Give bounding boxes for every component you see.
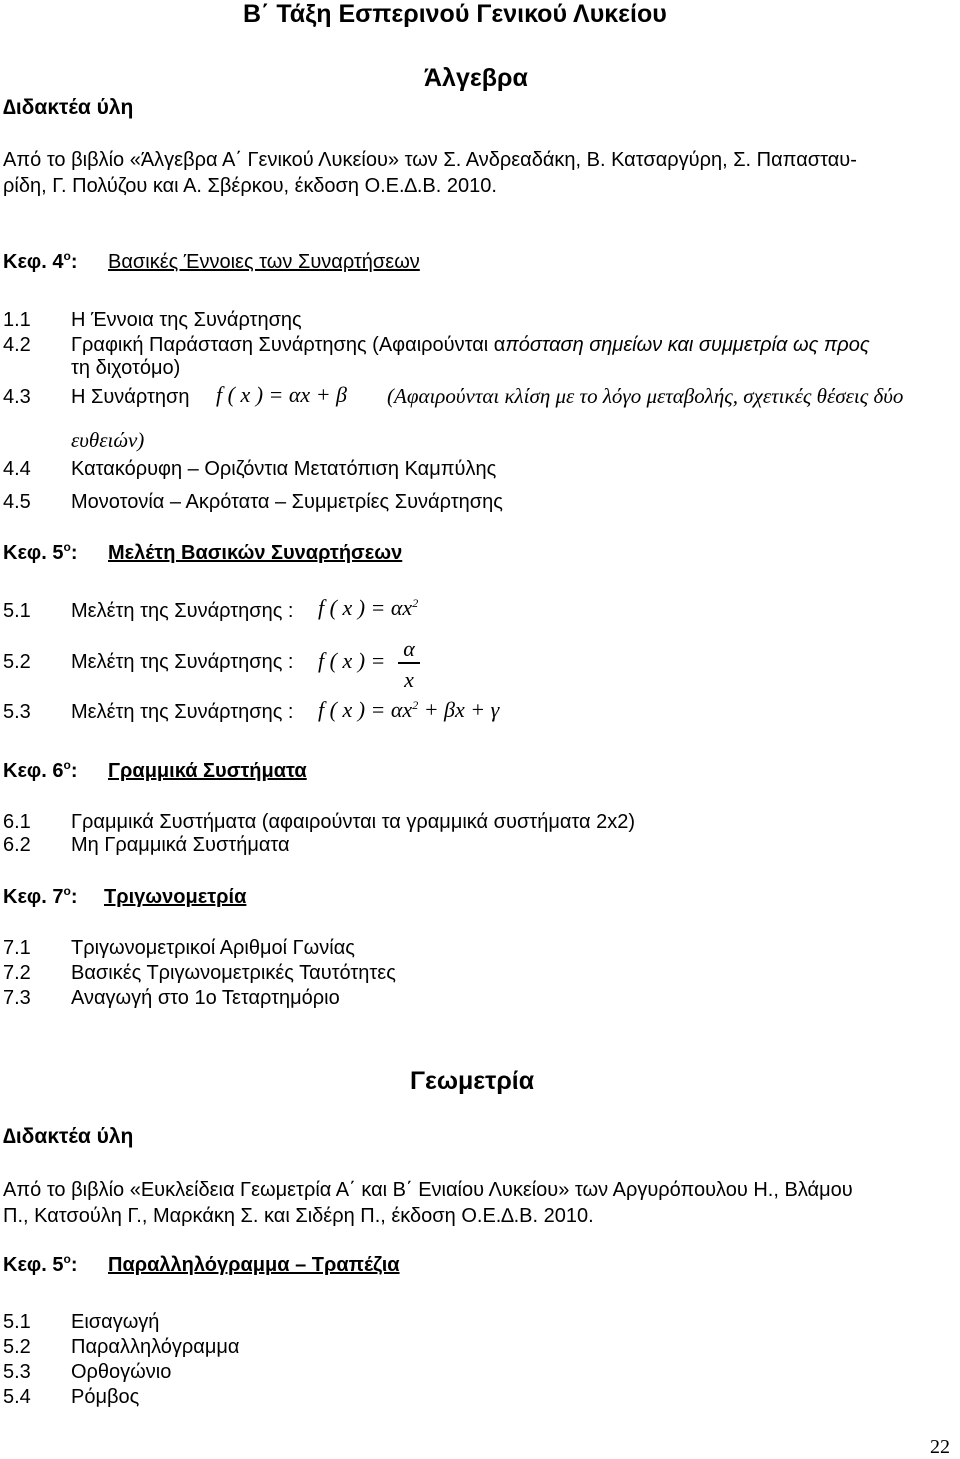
book-reference-line1: Από το βιβλίο «Ευκλείδεια Γεωμετρία Α΄ και Β΄ Ενιαίου Λυκείου» των Αργυρόπουλου Η., Βλάμου [3, 1179, 853, 1201]
item-text: Μονοτονία – Ακρότατα – Συμμετρίες Συνάρτησης [71, 491, 503, 513]
exponent: 2 [412, 698, 419, 712]
item-number: 4.5 [3, 491, 31, 513]
item-text: Παραλληλόγραμμα [71, 1336, 240, 1358]
item-number: 5.1 [3, 1311, 31, 1333]
item-text-italic: πόσταση σημείων και συμμετρία ως προς [505, 334, 870, 356]
chapter-label: Κεφ. 7 [3, 886, 64, 908]
list-item [3, 963, 396, 983]
list-item [3, 652, 294, 672]
list-item [3, 1337, 239, 1357]
list-item [3, 988, 340, 1008]
page-number: 22 [930, 1436, 950, 1458]
fraction-bar [398, 662, 420, 664]
ordinal-sup: ο [63, 758, 71, 772]
list-item [3, 812, 635, 832]
item-number: 4.2 [3, 334, 31, 356]
item-text: Γραμμικά Συστήματα (αφαιρούνται τα γραμμικά συστήματα 2x2) [71, 811, 636, 833]
item-text: Τριγωνομετρικοί Αριθμοί Γωνίας [71, 937, 355, 959]
item-number: 6.2 [3, 834, 31, 856]
item-number: 5.3 [3, 701, 31, 723]
item-text: Η Έννοια της Συνάρτησης [71, 309, 302, 331]
book-reference-line1: Από το βιβλίο «Άλγεβρα Α΄ Γενικού Λυκείου» των Σ. Ανδρεαδάκη, Β. Κατσαργύρη, Σ. Παπασταυ- [3, 149, 857, 171]
item-text: Βασικές Τριγωνομετρικές Ταυτότητες [71, 962, 396, 984]
list-item [3, 1312, 159, 1332]
item-number: 7.3 [3, 987, 31, 1009]
chapter-heading-5 [3, 540, 78, 564]
colon: : [70, 542, 78, 564]
item-text: Αναγωγή στο 1ο Τεταρτημόριο [71, 987, 340, 1009]
formula-text: f ( x ) = αx [318, 595, 413, 620]
item-text-continued: τη διχοτόμο) [71, 357, 181, 379]
list-item [3, 1362, 171, 1382]
chapter-title-6: Γραμμικά Συστήματα [108, 760, 307, 782]
formula-tail: + βx + γ [418, 697, 500, 722]
item-number: 5.2 [3, 651, 31, 673]
item-number: 7.2 [3, 962, 31, 984]
item-text: Μελέτη της Συνάρτησης : [71, 651, 294, 673]
formula-trinomial [318, 699, 499, 721]
syllabus-label-geometry: ∆ιδακτέα ύλη [3, 1125, 134, 1148]
item-text: Ρόμβος [71, 1386, 140, 1408]
chapter-heading-6 [3, 758, 78, 782]
item-text: Γραφική Παράσταση Συνάρτησης (Αφαιρούνται α [71, 334, 506, 356]
chapter-title-7: Τριγωνομετρία [104, 886, 247, 908]
book-reference-line2: Π., Κατσούλη Γ., Μαρκάκη Σ. και Σιδέρη Π., έκδοση Ο.Ε.∆.Β. 2010. [3, 1205, 594, 1227]
item-text: Ορθογώνιο [71, 1361, 172, 1383]
item-number: 5.1 [3, 600, 31, 622]
item-number: 5.4 [3, 1386, 31, 1408]
list-item [3, 702, 294, 722]
chapter-heading-geometry-5 [3, 1252, 78, 1276]
list-item [3, 335, 870, 355]
chapter-title-4: Βασικές Έννοιες των Συναρτήσεων [108, 251, 420, 273]
item-number: 4.4 [3, 458, 31, 480]
book-reference-line2: ρίδη, Γ. Πολύζου και Α. Σβέρκου, έκδοση Ο.Ε.∆.Β. 2010. [3, 175, 497, 197]
chapter-label: Κεφ. 4 [3, 251, 64, 273]
item-text: Εισαγωγή [71, 1311, 160, 1333]
chapter-title-geometry-5: Παραλληλόγραμμα – Τραπέζια [108, 1254, 400, 1276]
item-number: 7.1 [3, 937, 31, 959]
colon: : [70, 886, 78, 908]
fraction-numerator: α [403, 636, 415, 661]
subject-title-geometry: Γεωμετρία [410, 1067, 535, 1095]
list-item [3, 601, 294, 621]
item-note: (Αφαιρούνται κλίση με το λόγο μεταβολής, σχετικές θέσεις δύο [387, 384, 904, 408]
item-number: 1.1 [3, 309, 31, 331]
chapter-heading-7 [3, 884, 78, 908]
list-item [3, 310, 302, 330]
colon: : [70, 251, 78, 273]
item-number: 4.3 [3, 386, 31, 408]
item-text: Μελέτη της Συνάρτησης : [71, 701, 294, 723]
item-note-continued: ευθειών) [71, 428, 145, 452]
chapter-heading-4 [3, 249, 78, 273]
item-number: 5.2 [3, 1336, 31, 1358]
formula-text: f ( x ) = αx [318, 697, 413, 722]
fraction-denominator: x [404, 667, 414, 692]
chapter-label: Κεφ. 6 [3, 760, 64, 782]
formula-hyperbola: f ( x ) = [318, 648, 386, 673]
chapter-label: Κεφ. 5 [3, 1254, 64, 1276]
list-item [3, 938, 355, 958]
item-number: 5.3 [3, 1361, 31, 1383]
item-text: Μελέτη της Συνάρτησης : [71, 600, 294, 622]
ordinal-sup: ο [63, 884, 71, 898]
item-text: Η Συνάρτηση [71, 386, 190, 408]
ordinal-sup: ο [63, 249, 71, 263]
list-item [3, 492, 503, 512]
ordinal-sup: ο [63, 1252, 71, 1266]
list-item [3, 835, 290, 855]
formula-quadratic [318, 597, 418, 619]
item-text: Μη Γραμμικά Συστήματα [71, 834, 290, 856]
page-title: Β΄ Τάξη Εσπερινού Γενικού Λυκείου [243, 0, 667, 28]
subject-title-algebra: Άλγεβρα [424, 64, 528, 92]
list-item [3, 459, 496, 479]
ordinal-sup: ο [63, 540, 71, 554]
formula-linear: f ( x ) = αx + β [216, 382, 347, 407]
exponent: 2 [412, 596, 419, 610]
syllabus-label-algebra: ∆ιδακτέα ύλη [3, 96, 134, 119]
list-item [3, 387, 189, 407]
colon: : [70, 760, 78, 782]
item-number: 6.1 [3, 811, 31, 833]
chapter-label: Κεφ. 5 [3, 542, 64, 564]
chapter-title-5: Μελέτη Βασικών Συναρτήσεων [108, 542, 403, 564]
list-item [3, 1387, 139, 1407]
colon: : [70, 1254, 78, 1276]
item-text: Κατακόρυφη – Οριζόντια Μετατόπιση Καμπύλης [71, 458, 497, 480]
